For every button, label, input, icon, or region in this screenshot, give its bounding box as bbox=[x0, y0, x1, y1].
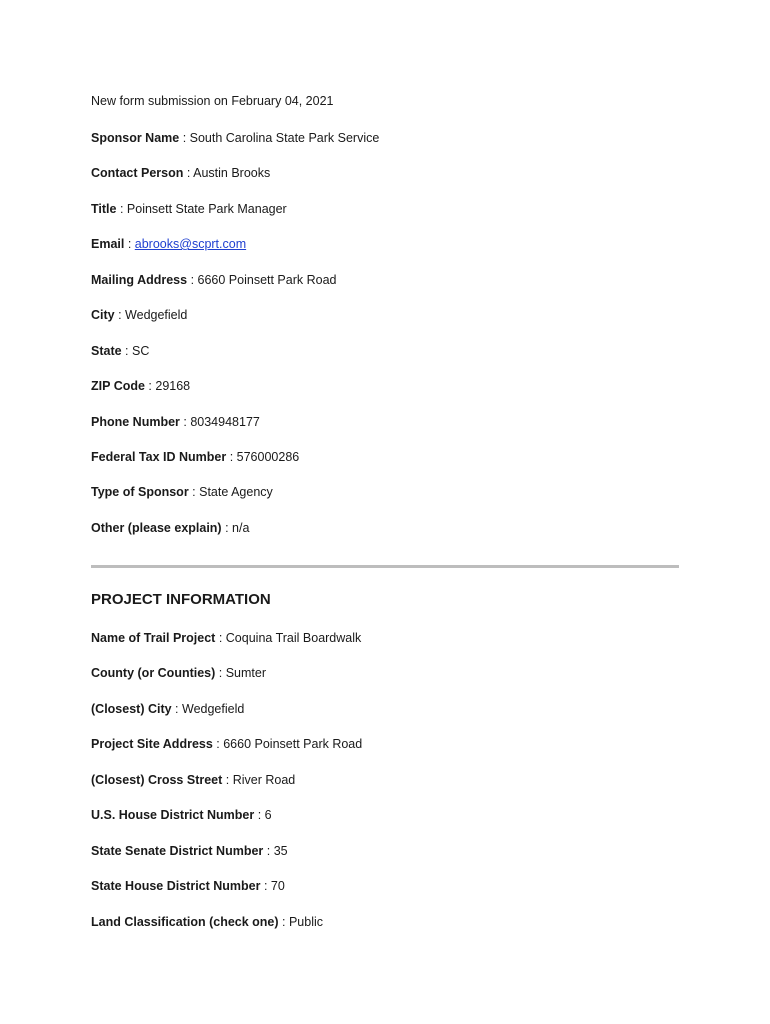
section-divider bbox=[91, 565, 679, 568]
field-label: Mailing Address bbox=[91, 273, 188, 287]
field-cross-street bbox=[91, 772, 295, 788]
field-label: Project Site Address bbox=[91, 737, 213, 751]
field-value: 35 bbox=[273, 844, 288, 858]
project-information-heading: PROJECT INFORMATION bbox=[91, 591, 271, 608]
submission-intro: New form submission on February 04, 2021 bbox=[91, 94, 334, 108]
field-label: Contact Person bbox=[91, 166, 184, 180]
field-separator: : bbox=[188, 485, 200, 499]
field-label: Sponsor Name bbox=[91, 131, 180, 145]
field-state-house-district bbox=[91, 878, 285, 894]
field-separator: : bbox=[144, 379, 156, 393]
field-email bbox=[91, 236, 246, 252]
field-contact-person bbox=[91, 165, 270, 181]
field-us-house-district bbox=[91, 807, 272, 823]
field-separator: : bbox=[171, 702, 182, 716]
field-city bbox=[91, 307, 187, 323]
field-separator: : bbox=[221, 521, 233, 535]
field-label: Land Classification (check one) bbox=[91, 915, 279, 929]
field-label: ZIP Code bbox=[91, 379, 145, 393]
field-separator: : bbox=[215, 666, 226, 680]
field-separator: : bbox=[179, 415, 191, 429]
field-zip-code bbox=[91, 378, 190, 394]
field-value: Wedgefield bbox=[125, 308, 188, 322]
field-separator: : bbox=[226, 450, 237, 464]
field-label: Type of Sponsor bbox=[91, 485, 189, 499]
field-separator: : bbox=[278, 915, 289, 929]
field-label: (Closest) Cross Street bbox=[91, 773, 223, 787]
field-value: SC bbox=[132, 344, 150, 358]
field-project-site-address bbox=[91, 736, 362, 752]
field-sponsor-name bbox=[91, 130, 379, 146]
field-value: 6660 Poinsett Park Road bbox=[197, 273, 337, 287]
field-value: Coquina Trail Boardwalk bbox=[225, 631, 362, 645]
field-other-explain bbox=[91, 520, 249, 536]
field-value: South Carolina State Park Service bbox=[189, 131, 380, 145]
field-land-classification bbox=[91, 914, 323, 930]
field-value: State Agency bbox=[199, 485, 273, 499]
field-label: (Closest) City bbox=[91, 702, 172, 716]
field-value: 576000286 bbox=[236, 450, 300, 464]
field-separator: : bbox=[254, 808, 265, 822]
field-phone-number bbox=[91, 414, 260, 430]
field-label: City bbox=[91, 308, 115, 322]
field-county bbox=[91, 665, 266, 681]
field-label: U.S. House District Number bbox=[91, 808, 255, 822]
field-separator: : bbox=[114, 308, 126, 322]
field-separator: : bbox=[215, 631, 226, 645]
field-label: Phone Number bbox=[91, 415, 180, 429]
field-label: State Senate District Number bbox=[91, 844, 264, 858]
field-value: 70 bbox=[270, 879, 285, 893]
field-value: Public bbox=[288, 915, 324, 929]
field-value: 29168 bbox=[155, 379, 191, 393]
field-state bbox=[91, 343, 149, 359]
field-value: Sumter bbox=[225, 666, 267, 680]
field-label: Other (please explain) bbox=[91, 521, 222, 535]
field-separator: : bbox=[116, 202, 127, 216]
field-label: Email bbox=[91, 237, 125, 251]
field-label: Federal Tax ID Number bbox=[91, 450, 227, 464]
field-trail-project-name bbox=[91, 630, 361, 646]
field-mailing-address bbox=[91, 272, 337, 288]
field-federal-tax-id bbox=[91, 449, 299, 465]
field-type-of-sponsor bbox=[91, 484, 273, 500]
field-label: Name of Trail Project bbox=[91, 631, 216, 645]
field-separator: : bbox=[263, 844, 274, 858]
field-value: Wedgefield bbox=[182, 702, 245, 716]
field-value: 8034948177 bbox=[190, 415, 260, 429]
field-label: State bbox=[91, 344, 122, 358]
field-label: State House District Number bbox=[91, 879, 261, 893]
email-link[interactable]: abrooks@scprt.com bbox=[134, 237, 247, 251]
field-separator: : bbox=[260, 879, 271, 893]
field-separator: : bbox=[121, 344, 132, 358]
field-title bbox=[91, 201, 287, 217]
field-label: Title bbox=[91, 202, 117, 216]
field-separator: : bbox=[222, 773, 233, 787]
field-closest-city bbox=[91, 701, 244, 717]
field-value: n/a bbox=[232, 521, 250, 535]
field-value: River Road bbox=[232, 773, 296, 787]
field-separator: : bbox=[183, 166, 194, 180]
field-separator: : bbox=[187, 273, 198, 287]
field-state-senate-district bbox=[91, 843, 288, 859]
field-value: Austin Brooks bbox=[193, 166, 271, 180]
field-value: 6660 Poinsett Park Road bbox=[223, 737, 363, 751]
field-value: Poinsett State Park Manager bbox=[126, 202, 287, 216]
field-separator: : bbox=[124, 237, 135, 251]
field-value: 6 bbox=[264, 808, 272, 822]
field-separator: : bbox=[179, 131, 190, 145]
field-label: County (or Counties) bbox=[91, 666, 216, 680]
field-separator: : bbox=[212, 737, 224, 751]
